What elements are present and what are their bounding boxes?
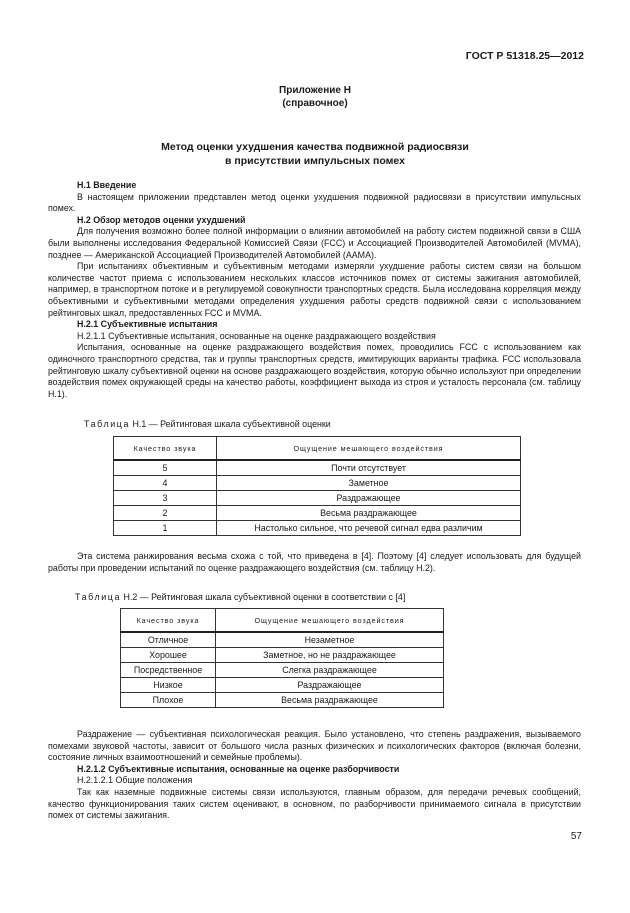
table-cell: Почти отсутствует (217, 460, 521, 476)
table-cell: Посредственное (121, 663, 216, 678)
table-cell: Раздражающее (216, 678, 444, 693)
table-row (114, 476, 521, 491)
paragraph: В настоящем приложении представлен метод оценки ухудшения подвижной радиосвязи в присутствии импульсных помех. (48, 191, 581, 214)
table-row (121, 663, 444, 678)
table-row (114, 460, 521, 476)
paragraph: Раздражение — субъективная психологическая реакция. Было установлено, что степень раздражения, вызываемого помехами звуковой частоты, зависит от большого числа разных физических и психологических факторов (включая болезни, состояние личных взаимоотношений и семейные проблемы). (48, 729, 581, 763)
title-line-2: в присутствии импульсных помех (225, 155, 405, 167)
appendix-status: (справочное) (282, 98, 348, 109)
table-cell: 1 (114, 521, 217, 536)
paragraph: Для получения возможно более полной информации о влиянии автомобилей на работу систем подвижной связи в США были выполнены исследования Федеральной Комиссией Связи (FCC) и Ассоциацией Производителей Автомобилей (MVMA), позднее — Американской Ассоциацией Производителей Автомобилей (AAMA). (48, 226, 581, 260)
heading-h212: Н.2.1.2 Субъективные испытания, основанные на оценке разборчивости (77, 763, 400, 774)
table-cell: Хорошее (121, 648, 216, 663)
table2-caption (75, 592, 405, 602)
table2-caption-text: Н.2 — Рейтинговая шкала субъективной оценки в соответствии с [4] (123, 592, 406, 602)
table-cell: Низкое (121, 678, 216, 693)
body-section-after (48, 729, 581, 822)
table-row (121, 632, 444, 648)
title-line-1: Метод оценки ухудшения качества подвижной радиосвязи (161, 141, 469, 153)
column-header: Качество звука (121, 609, 216, 633)
table-cell: Слегка раздражающее (216, 663, 444, 678)
table-cell: Раздражающее (217, 491, 521, 506)
heading-h1: Н.1 Введение (77, 180, 137, 190)
table-row (121, 693, 444, 708)
table-row (121, 648, 444, 663)
appendix-label (0, 84, 630, 110)
heading-h2: Н.2 Обзор методов оценки ухудшений (77, 214, 246, 225)
table-cell: Незаметное (216, 632, 444, 648)
body-section-1 (48, 180, 581, 400)
table-row (121, 678, 444, 693)
table-cell: Настолько сильное, что речевой сигнал едва различим (217, 521, 521, 536)
table-row (114, 491, 521, 506)
body-between-tables (48, 551, 581, 574)
column-header: Ощущение мешающего воздействия (216, 609, 444, 633)
table-row (114, 506, 521, 521)
page-number: 57 (570, 831, 582, 842)
table-cell: Плохое (121, 693, 216, 708)
column-header: Качество звука (114, 437, 217, 461)
table-cell: Отличное (121, 632, 216, 648)
table-header-row (114, 437, 521, 461)
paragraph: Н.2.1.2.1 Общие положения (77, 775, 193, 786)
table1-caption-text: Н.1 — Рейтинговая шкала субъективной оценки (132, 419, 331, 429)
table-cell: 2 (114, 506, 217, 521)
table-2 (120, 608, 444, 708)
table-1 (113, 436, 521, 536)
table1-caption-label: Таблица (84, 419, 130, 429)
document-title (0, 140, 630, 168)
table1-caption (84, 419, 331, 429)
table-cell: 3 (114, 491, 217, 506)
heading-h21: Н.2.1 Субъективные испытания (77, 319, 218, 330)
table-cell: Весьма раздражающее (216, 693, 444, 708)
table2-caption-label: Таблица (75, 592, 121, 602)
table-cell: 4 (114, 476, 217, 491)
standard-header: ГОСТ Р 51318.25—2012 (465, 50, 584, 62)
paragraph: Так как наземные подвижные системы связи используются, главным образом, для передачи речевых сообщений, качество функционирования таких систем оценивают, в основном, по разборчивости принимаемого сигнала в присутствии помех от системы зажигания. (48, 786, 581, 821)
appendix-title: Приложение Н (279, 85, 351, 96)
column-header: Ощущение мешающего воздействия (217, 437, 521, 461)
table-header-row (121, 609, 444, 633)
paragraph: Н.2.1.1 Субъективные испытания, основанные на оценке раздражающего воздействия (77, 330, 436, 341)
table-cell: Заметное (217, 476, 521, 491)
table-cell: Весьма раздражающее (217, 506, 521, 521)
paragraph: Эта система ранжирования весьма схожа с той, что приведена в [4]. Поэтому [4] следует использовать для будущей работы при проведении испытаний по оценке раздражающего воздействия (см. таблицу Н.2). (48, 551, 581, 573)
paragraph: Испытания, основанные на оценке раздражающего воздействия помех, проводились FCC с использованием как одиночного транспортного средства, так и группы транспортных средств, имитирующих варианты трафика. FCC использовала рейтинговую шкалу субъективной оценки на основе раздражающего воздействия, которую обычно используют при определении воздействия помех окружающей среды на качество работы, коэффициент выхода из строя и усталость персонала (см. таблицу Н.1). (48, 342, 581, 399)
table-cell: Заметное, но не раздражающее (216, 648, 444, 663)
table-row (114, 521, 521, 536)
table-cell: 5 (114, 460, 217, 476)
paragraph: При испытаниях объективным и субъективным методами измеряли ухудшение работы систем связи на большом количестве частот приема с использованием нескольких классов источников помех от системы зажигания автомобилей, например, в транспортном потоке и в регулируемой совокупности транспортных средств. Была исследована корреляция между объективными и субъективными методами определения ухудшения работы средств подвижной связи с использованием рейтинговых шкал, предоставленных FCC и MVMA. (48, 261, 581, 318)
